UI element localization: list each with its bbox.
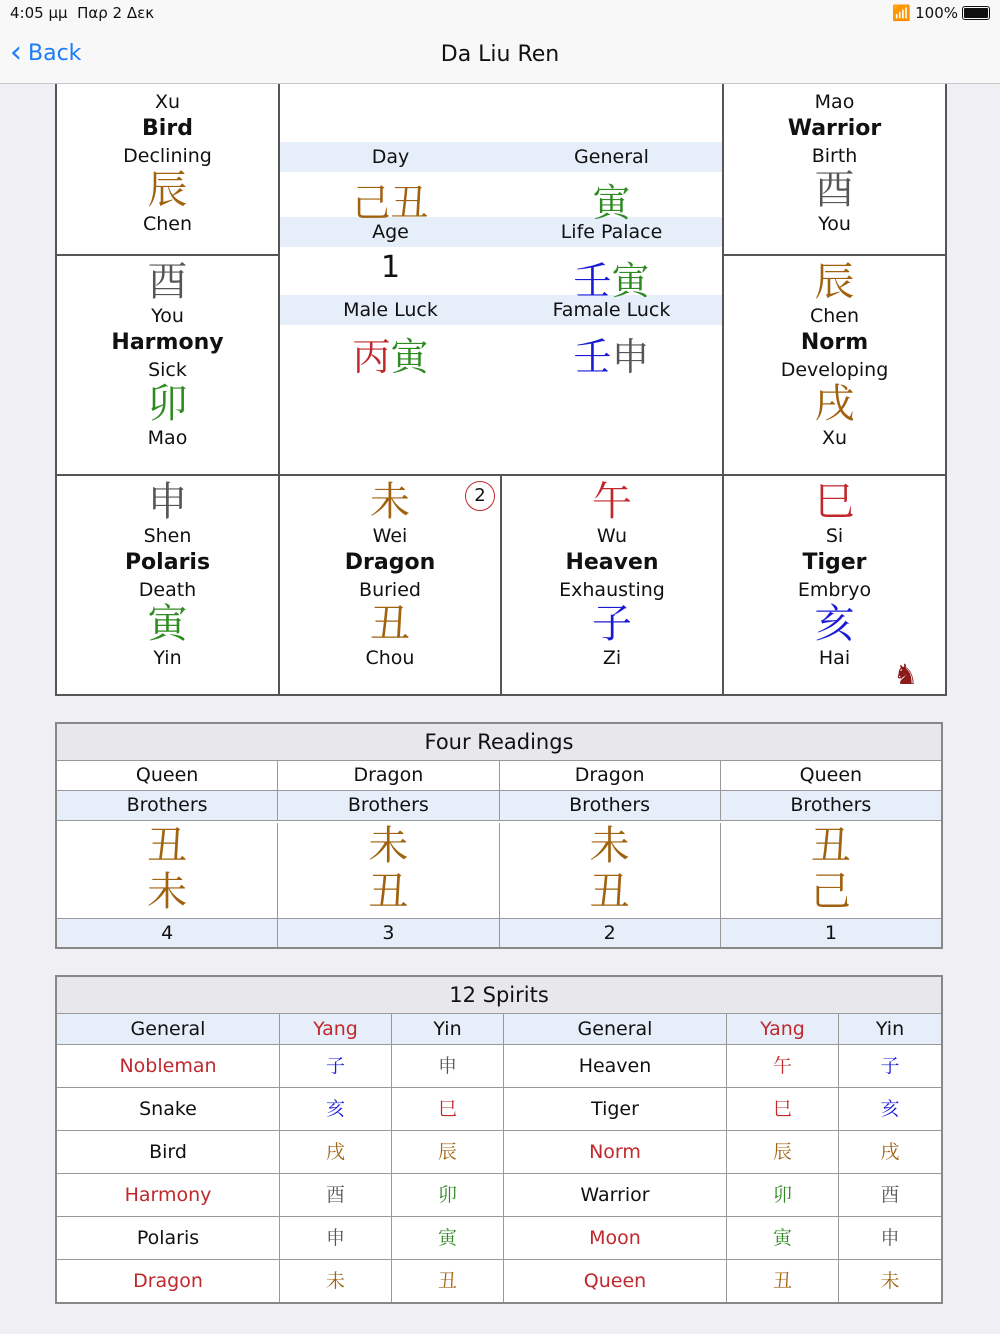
table-row: [57, 1045, 941, 1088]
state-label: Birth: [811, 145, 858, 167]
age-label: Age: [372, 221, 409, 243]
general-char: 寅: [592, 181, 631, 225]
reading-relation: Brothers: [790, 794, 872, 816]
life-palace-label: Life Palace: [560, 221, 663, 243]
yin-char: 亥: [880, 1098, 900, 1120]
reading-number: 4: [57, 919, 278, 947]
branch-char: 辰: [147, 167, 188, 213]
general-name: Norm: [504, 1131, 727, 1173]
header-general: General: [504, 1014, 727, 1044]
yang-char: 子: [280, 1045, 392, 1087]
general-name: Harmony: [57, 1174, 280, 1216]
general-name: Dragon: [57, 1260, 280, 1302]
general-name: Moon: [504, 1217, 727, 1259]
battery-icon: [962, 6, 990, 20]
reading-relation: Brothers: [278, 791, 499, 820]
spirit-name: Bird: [142, 116, 193, 141]
yang-char: 亥: [280, 1088, 392, 1130]
yin-char: 未: [880, 1270, 900, 1292]
yin-char: 辰: [392, 1131, 504, 1173]
yang-char: 卯: [727, 1174, 839, 1216]
spirit-name: Heaven: [565, 550, 659, 575]
palace-bottom-3[interactable]: 午 Wu Heaven Exhausting 子 Zi: [502, 480, 722, 670]
yang-char: 未: [280, 1260, 392, 1302]
yang-char: 辰: [727, 1131, 839, 1173]
spirit-name: Polaris: [124, 550, 211, 575]
general-label: General: [574, 146, 649, 168]
status-time: 4:05 μμ Παρ 2 Δεκ: [10, 4, 155, 22]
reading-spirit: Queen: [799, 764, 863, 786]
branch-char: 辰: [814, 259, 855, 305]
yang-char: 戌: [280, 1131, 392, 1173]
general-name: Tiger: [504, 1088, 727, 1130]
page-title: Da Liu Ren: [440, 42, 560, 67]
female-luck-label: Famale Luck: [552, 299, 671, 321]
general-name: Nobleman: [57, 1045, 280, 1087]
table-row: [57, 1174, 941, 1217]
reading-spirit: Dragon: [500, 761, 721, 790]
general-name: Bird: [57, 1131, 280, 1173]
reading-number: 1: [824, 922, 837, 944]
header-yin: Yin: [875, 1018, 905, 1040]
spirits-table: [55, 975, 943, 1304]
yin-char: 申: [392, 1045, 504, 1087]
header-yin: Yin: [392, 1014, 504, 1044]
general-name: Queen: [504, 1260, 727, 1302]
nav-bar: [0, 28, 1000, 84]
spirit-name: Harmony: [111, 330, 224, 355]
palace-bottom-2[interactable]: 未 Wei Dragon Buried 丑 Chou: [280, 480, 500, 670]
palace-bottom-4[interactable]: 巳 Si Tiger Embryo 亥 Hai: [724, 480, 945, 670]
reading-relation: Brothers: [57, 791, 278, 820]
horse-icon: ♞: [893, 658, 919, 691]
state-label: Sick: [148, 359, 187, 381]
state-label: Embryo: [797, 579, 872, 601]
male-luck-chars: 丙寅: [352, 335, 429, 379]
reading-chars: 丑 未: [57, 823, 278, 918]
yang-char: 巳: [727, 1088, 839, 1130]
yang-char: 酉: [280, 1174, 392, 1216]
spirits-title: 12 Spirits: [57, 977, 941, 1014]
branch-char: 酉: [814, 167, 855, 213]
palace-top-left[interactable]: Xu Bird Declining 辰 Chen: [57, 90, 278, 236]
state-label: Developing: [780, 359, 889, 381]
chevron-left-icon: ‹: [10, 35, 22, 70]
state-label: Death: [138, 579, 197, 601]
four-readings-title: Four Readings: [57, 724, 941, 761]
palace-mid-left[interactable]: 酉 You Harmony Sick 卯 Mao: [57, 260, 278, 450]
status-right: [892, 4, 990, 22]
yin-char: 丑: [392, 1260, 504, 1302]
reading-number: 3: [278, 919, 499, 947]
reading-spirit: Queen: [57, 761, 278, 790]
general-name: Snake: [57, 1088, 280, 1130]
spirit-name: Warrior: [787, 116, 882, 141]
yang-char: 寅: [727, 1217, 839, 1259]
palace-bottom-1[interactable]: 申 Shen Polaris Death 寅 Yin: [57, 480, 278, 670]
spirit-name: Dragon: [344, 550, 436, 575]
yin-char: 酉: [880, 1184, 900, 1206]
yin-char: 卯: [392, 1174, 504, 1216]
yin-char: 戌: [880, 1141, 900, 1163]
reading-chars: 未 丑: [500, 823, 721, 918]
header-yang: Yang: [727, 1014, 839, 1044]
yin-char: 申: [880, 1227, 900, 1249]
day-label: Day: [371, 146, 410, 168]
state-label: Declining: [123, 145, 212, 167]
yin-char: 子: [880, 1055, 900, 1077]
chart-grid: [55, 84, 947, 696]
count-badge: 2: [465, 481, 495, 511]
age-value: 1: [380, 250, 401, 285]
general-name: Heaven: [504, 1045, 727, 1087]
table-row: [57, 1260, 941, 1302]
state-label: Exhausting: [559, 579, 665, 601]
table-row: [57, 1217, 941, 1260]
status-bar: [0, 0, 1000, 28]
reading-relation: Brothers: [500, 791, 721, 820]
reading-number: 2: [500, 919, 721, 947]
reading-chars: 未 丑: [278, 823, 499, 918]
day-stem-branch: 己丑: [352, 181, 429, 225]
wifi-icon: 📶: [892, 4, 912, 22]
state-label: Buried: [359, 579, 421, 601]
general-name: Polaris: [57, 1217, 280, 1259]
reading-spirit: Dragon: [278, 761, 499, 790]
spirit-rows: [57, 1045, 941, 1302]
yang-char: 午: [727, 1045, 839, 1087]
battery-percent: 100%: [915, 4, 958, 22]
branch-char: 酉: [147, 259, 188, 305]
general-name: Warrior: [504, 1174, 727, 1216]
header-general: General: [57, 1014, 280, 1044]
male-luck-label: Male Luck: [343, 299, 438, 321]
yin-char: 巳: [392, 1088, 504, 1130]
back-label: Back: [28, 40, 82, 66]
yang-char: 丑: [727, 1260, 839, 1302]
spirit-name: Norm: [800, 330, 869, 355]
female-luck-chars: 壬申: [573, 335, 650, 379]
yang-char: 申: [280, 1217, 392, 1259]
four-readings-table: [55, 722, 943, 949]
header-yang: Yang: [280, 1014, 392, 1044]
branch-char: 戌: [814, 381, 855, 427]
yin-char: 寅: [392, 1217, 504, 1259]
spirit-name: Tiger: [802, 550, 867, 575]
reading-chars: 丑 己: [810, 823, 851, 915]
branch-char: 卯: [147, 381, 188, 427]
table-row: [57, 1131, 941, 1174]
table-row: [57, 1088, 941, 1131]
palace-top-right[interactable]: Mao Warrior Birth 酉 You: [724, 90, 945, 236]
palace-mid-right[interactable]: 辰 Chen Norm Developing 戌 Xu: [724, 260, 945, 450]
life-palace-chars: 壬寅: [573, 259, 650, 303]
